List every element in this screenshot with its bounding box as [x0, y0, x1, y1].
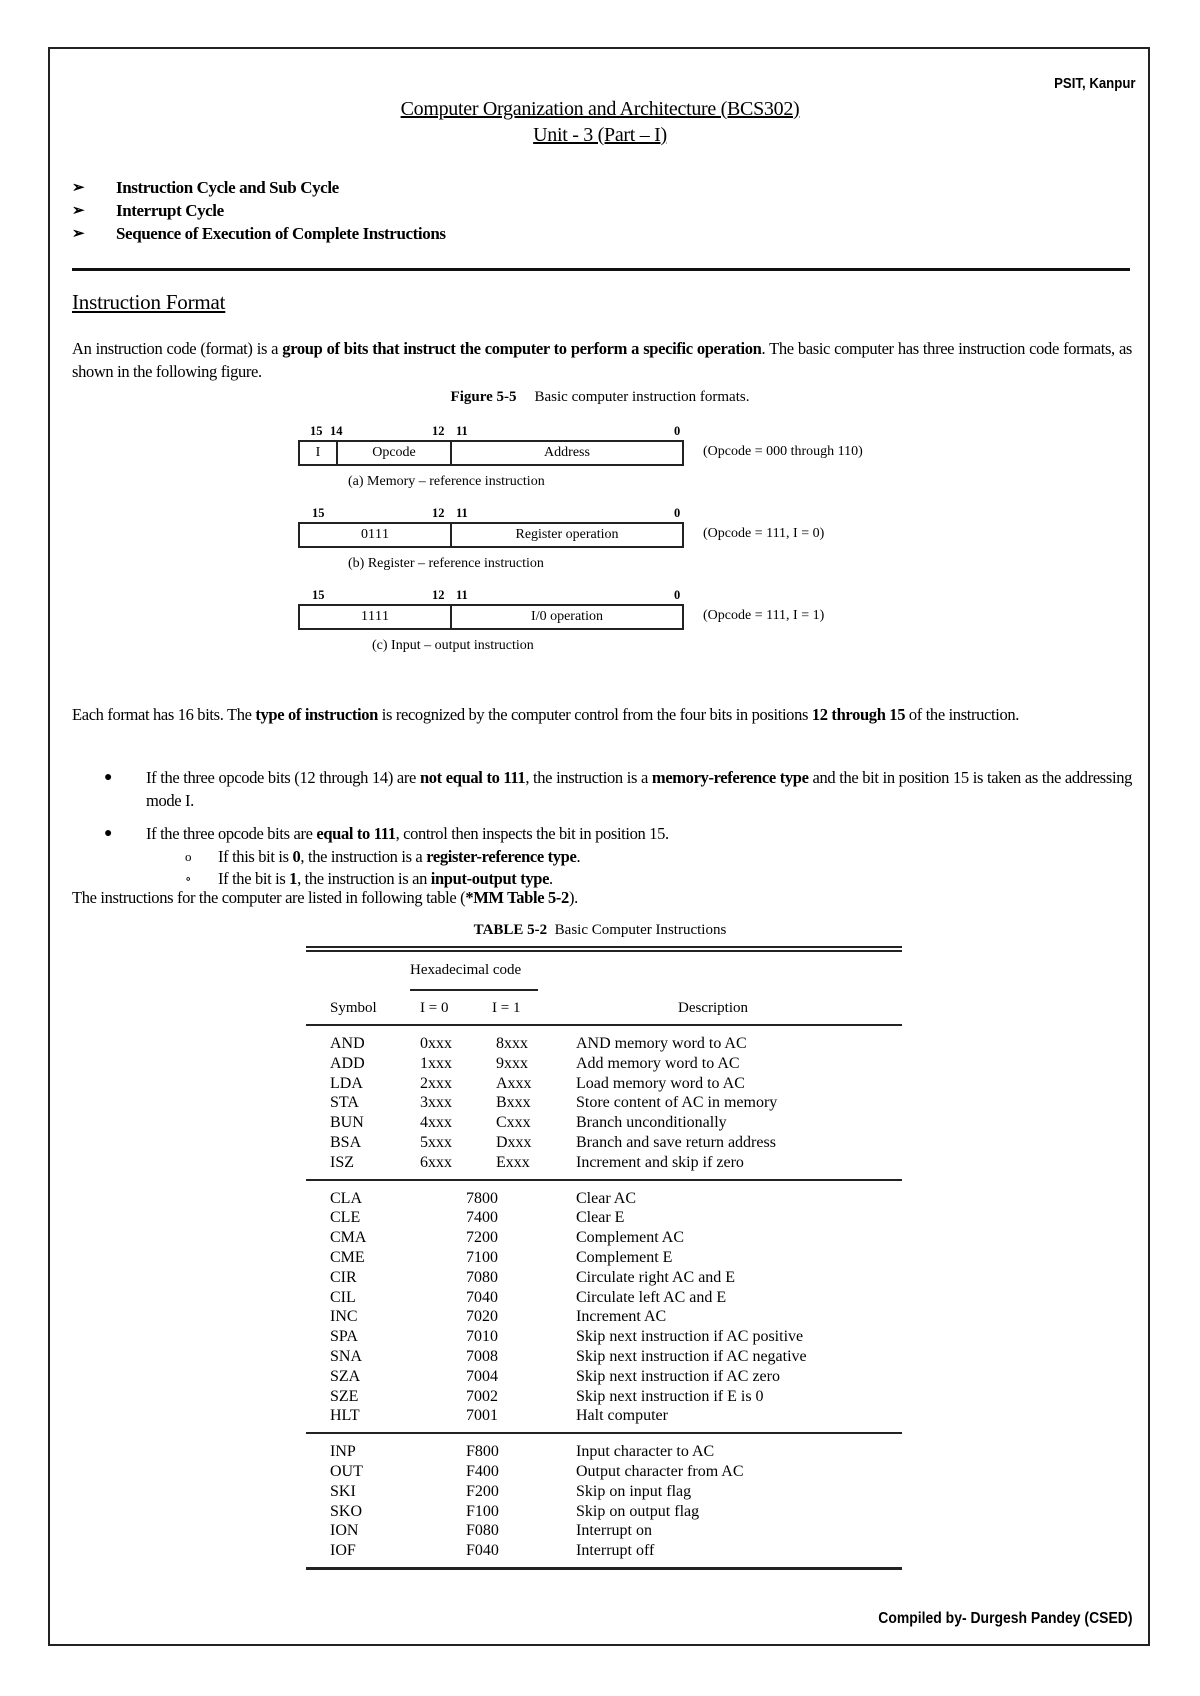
table-row: [306, 1093, 902, 1113]
format-caption: (b) Register – reference instruction: [348, 556, 544, 571]
symbol-cell: STA: [330, 1094, 359, 1112]
symbol-cell: BUN: [330, 1114, 364, 1132]
bit-label: 12: [432, 588, 445, 602]
bit-positions: [298, 424, 684, 440]
bit-positions: [298, 588, 684, 604]
symbol-cell: LDA: [330, 1074, 363, 1092]
input-output-format: [298, 604, 684, 630]
hex-i1-cell: Axxx: [496, 1074, 532, 1092]
hex-cell: 7001: [466, 1407, 498, 1425]
arrowhead-bullet-icon: ➢: [72, 226, 85, 242]
bit-value: 1: [382, 609, 389, 624]
description-cell: Branch and save return address: [576, 1133, 776, 1151]
symbol-cell: CME: [330, 1248, 365, 1266]
hex-i1-cell: Cxxx: [496, 1114, 531, 1132]
address-field: Address: [544, 445, 590, 460]
table-row: [306, 1482, 902, 1502]
emphasis: not equal to 111: [419, 768, 526, 787]
table-bottom-rule: [306, 1567, 902, 1570]
bit-value: 1: [382, 527, 389, 542]
description-cell: Skip on input flag: [576, 1482, 692, 1500]
instruction-table: [306, 946, 902, 1570]
symbol-cell: SNA: [330, 1347, 363, 1365]
bit-label: 0: [674, 588, 681, 602]
table-row: [306, 1133, 902, 1153]
header-divider: [72, 268, 1130, 271]
topic-list: [72, 176, 446, 245]
hex-cell: 7004: [466, 1367, 498, 1385]
bit-label: 14: [330, 424, 343, 438]
topic-label: Interrupt Cycle: [116, 200, 224, 220]
table-caption: Basic Computer Instructions: [554, 922, 727, 938]
emphasis: 0: [292, 847, 301, 866]
text: An instruction code (format) is a: [72, 339, 283, 358]
hex-cell: 7010: [466, 1328, 498, 1346]
hex-i1-cell: Bxxx: [496, 1094, 531, 1112]
format-caption: (c) Input – output instruction: [372, 638, 534, 653]
table-row: [306, 1153, 902, 1173]
text: .: [576, 847, 581, 866]
symbol-cell: INP: [330, 1443, 356, 1461]
register-reference-format: [298, 522, 684, 548]
emphasis: register-reference type: [426, 847, 577, 866]
description-cell: AND memory word to AC: [576, 1035, 747, 1052]
hex-i1-cell: Exxx: [496, 1153, 530, 1171]
symbol-cell: SKO: [330, 1502, 363, 1520]
hex-cell: 7020: [466, 1308, 498, 1326]
description-cell: Clear AC: [576, 1189, 636, 1207]
hex-cell: 7400: [466, 1209, 498, 1227]
description-cell: Interrupt off: [576, 1542, 655, 1560]
symbol-cell: CLE: [330, 1209, 361, 1227]
format-explanation: [72, 703, 1132, 726]
table-title: [0, 922, 1200, 939]
table-row: [306, 1387, 902, 1407]
topic-label: Instruction Cycle and Sub Cycle: [116, 177, 339, 197]
figure-label: Figure 5-5: [450, 389, 517, 405]
symbol-cell: AND: [330, 1035, 365, 1052]
list-item: [72, 766, 1132, 812]
text: The instructions for the computer are listed in following table (: [72, 888, 466, 907]
text: and the bit in position 15 is taken as the addressing mode I.: [146, 768, 1132, 810]
symbol-cell: OUT: [330, 1462, 363, 1480]
sub-list-item: [72, 867, 1132, 890]
text: ).: [568, 888, 578, 907]
topic-item: [72, 176, 446, 199]
text: .: [549, 869, 553, 888]
topic-label: Sequence of Execution of Complete Instructions: [116, 223, 446, 243]
table-row: [306, 1406, 902, 1426]
text: , the instruction is an: [297, 869, 431, 888]
hex-cell: F080: [466, 1522, 499, 1540]
sub-list-item: [72, 845, 1132, 868]
hex-i1-cell: Dxxx: [496, 1133, 532, 1151]
bit-label: 11: [456, 424, 468, 438]
table-row: [306, 1189, 902, 1209]
bit-label: 15: [310, 424, 323, 438]
topic-item: [72, 199, 446, 222]
description-cell: Load memory word to AC: [576, 1074, 745, 1092]
table-row: [306, 1327, 902, 1347]
symbol-cell: ISZ: [330, 1153, 354, 1171]
hex-i0-cell: 5xxx: [420, 1133, 452, 1151]
description-cell: Complement AC: [576, 1229, 684, 1247]
section-heading: Instruction Format: [72, 290, 226, 314]
symbol-cell: CIR: [330, 1268, 357, 1286]
hex-i0-cell: 4xxx: [420, 1114, 452, 1132]
table-label: TABLE 5-2: [473, 922, 548, 938]
table-row: [306, 1208, 902, 1228]
emphasis: equal to 111: [316, 824, 396, 843]
institution-label: PSIT, Kanpur: [1054, 75, 1136, 92]
table-row: [306, 1307, 902, 1327]
figure-caption-text: Basic computer instruction formats.: [534, 389, 750, 405]
symbol-cell: INC: [330, 1308, 358, 1326]
text: . The basic computer has three instruction code formats, as shown in the following figure.: [72, 339, 1132, 381]
figure-caption: [0, 389, 1200, 406]
hex-i0-cell: 1xxx: [420, 1054, 452, 1072]
column-header-description: Description: [678, 1000, 748, 1016]
symbol-cell: HLT: [330, 1407, 360, 1425]
arrowhead-bullet-icon: ➢: [72, 180, 85, 196]
description-cell: Skip next instruction if AC positive: [576, 1328, 804, 1346]
format-note: (Opcode = 111, I = 0): [703, 526, 825, 541]
table-row: [306, 1034, 902, 1054]
table-row: [306, 1268, 902, 1288]
opcode-bits: [300, 606, 452, 628]
emphasis: input-output type: [430, 869, 550, 888]
description-cell: Output character from AC: [576, 1462, 744, 1480]
description-cell: Input character to AC: [576, 1443, 715, 1461]
description-cell: Skip on output flag: [576, 1502, 700, 1520]
register-reference-group: [306, 1181, 902, 1433]
symbol-cell: CIL: [330, 1288, 356, 1306]
symbol-cell: ADD: [330, 1054, 365, 1072]
description-cell: Increment and skip if zero: [576, 1153, 744, 1171]
description-cell: Circulate right AC and E: [576, 1268, 736, 1286]
symbol-cell: CMA: [330, 1229, 367, 1247]
table-row: [306, 1347, 902, 1367]
hex-cell: 7008: [466, 1347, 498, 1365]
bit-value: 0: [361, 527, 368, 542]
description-cell: Skip next instruction if AC zero: [576, 1367, 780, 1385]
table-row: [306, 1521, 902, 1541]
description-cell: Skip next instruction if E is 0: [576, 1387, 764, 1405]
column-header-i0: I = 0: [420, 1000, 449, 1016]
format-note: (Opcode = 111, I = 1): [703, 608, 825, 623]
emphasis: memory-reference type: [651, 768, 809, 787]
bit-label: 15: [312, 588, 325, 602]
list-item: [72, 822, 1132, 845]
table-row: [306, 1462, 902, 1482]
hex-cell: F040: [466, 1542, 499, 1560]
table-row: [306, 1541, 902, 1561]
hex-cell: F100: [466, 1502, 499, 1520]
symbol-cell: BSA: [330, 1133, 362, 1151]
text: of the instruction.: [905, 705, 1020, 724]
column-header-symbol: Symbol: [330, 1000, 377, 1016]
column-header-i1: I = 1: [492, 1000, 521, 1016]
text: If the three opcode bits (12 through 14) are: [146, 768, 420, 787]
intro-paragraph: [72, 337, 1132, 383]
bit-label: 11: [456, 506, 468, 520]
hex-cell: F200: [466, 1482, 499, 1500]
symbol-cell: ION: [330, 1522, 359, 1540]
topic-item: [72, 222, 446, 245]
description-cell: Increment AC: [576, 1308, 667, 1326]
description-cell: Clear E: [576, 1209, 625, 1227]
memory-reference-format: [298, 440, 684, 466]
symbol-cell: CLA: [330, 1189, 362, 1207]
table-row: [306, 1074, 902, 1094]
emphasis: 12 through 15: [811, 705, 906, 724]
description-cell: Interrupt on: [576, 1522, 652, 1540]
hex-i1-cell: 8xxx: [496, 1035, 528, 1052]
description-cell: Branch unconditionally: [576, 1114, 727, 1132]
hex-cell: 7100: [466, 1248, 498, 1266]
bit-label: 0: [674, 506, 681, 520]
symbol-cell: IOF: [330, 1542, 356, 1560]
emphasis: 1: [289, 869, 298, 888]
emphasis: group of bits that instruct the computer to perform a specific operation: [282, 339, 762, 358]
footer-credit: Compiled by- Durgesh Pandey (CSED): [877, 1610, 1132, 1627]
description-cell: Add memory word to AC: [576, 1054, 740, 1072]
io-operation-field: I/0 operation: [531, 609, 603, 624]
format-note: (Opcode = 000 through 110): [703, 444, 863, 459]
course-title: Computer Organization and Architecture (BCS302): [400, 98, 800, 120]
bit-value: 1: [368, 609, 375, 624]
description-cell: Circulate left AC and E: [576, 1288, 727, 1306]
symbol-cell: SZA: [330, 1367, 361, 1385]
table-row: [306, 1054, 902, 1074]
instruction-format-figure: [298, 424, 938, 694]
bit-label: 12: [432, 506, 445, 520]
hex-i1-cell: 9xxx: [496, 1054, 528, 1072]
bit-value: 1: [368, 527, 375, 542]
description-cell: Complement E: [576, 1248, 673, 1266]
text: is recognized by the computer control from the four bits in positions: [377, 705, 812, 724]
description-cell: Store content of AC in memory: [576, 1094, 778, 1112]
hex-cell: 7002: [466, 1387, 498, 1405]
hollow-bullet-icon: ∘: [185, 871, 192, 886]
bit-label: 0: [674, 424, 681, 438]
bit-label: 12: [432, 424, 445, 438]
bit-value: 1: [375, 609, 382, 624]
bit-positions: [298, 506, 684, 522]
text: If the bit is: [218, 869, 290, 888]
bit-value: 1: [375, 527, 382, 542]
hex-cell: 7080: [466, 1268, 498, 1286]
text: , control then inspects the bit in position 15.: [395, 824, 669, 843]
table-row: [306, 1442, 902, 1462]
bit-value: 1: [361, 609, 368, 624]
bit-label: 15: [312, 506, 325, 520]
symbol-cell: SPA: [330, 1328, 358, 1346]
hex-cell: 7200: [466, 1229, 498, 1247]
text: If the three opcode bits are: [146, 824, 317, 843]
opcode-field: Opcode: [338, 442, 452, 464]
unit-title: Unit - 3 (Part – I): [533, 124, 667, 146]
hex-i0-cell: 6xxx: [420, 1153, 452, 1171]
table-row: [306, 1502, 902, 1522]
table-intro: [72, 888, 578, 908]
indirect-bit-field: I: [300, 442, 338, 464]
input-output-group: [306, 1434, 902, 1567]
table-row: [306, 1288, 902, 1308]
bullet-icon: ●: [104, 826, 113, 841]
hex-cell: 7800: [466, 1189, 498, 1207]
table-row: [306, 1367, 902, 1387]
format-caption: (a) Memory – reference instruction: [348, 474, 545, 489]
symbol-cell: SKI: [330, 1482, 356, 1500]
memory-reference-group: [306, 1026, 902, 1179]
hex-cell: 7040: [466, 1288, 498, 1306]
text: If this bit is: [218, 847, 293, 866]
table-row: [306, 1248, 902, 1268]
arrowhead-bullet-icon: ➢: [72, 203, 85, 219]
symbol-cell: SZE: [330, 1387, 359, 1405]
table-row: [306, 1113, 902, 1133]
hex-code-group-header: Hexadecimal code: [410, 962, 522, 978]
hex-i0-cell: 3xxx: [420, 1094, 452, 1112]
text: , the instruction is a: [300, 847, 427, 866]
text: Each format has 16 bits. The: [72, 705, 256, 724]
table-row: [306, 1228, 902, 1248]
emphasis: type of instruction: [255, 705, 378, 724]
bullet-icon: ●: [104, 770, 113, 785]
description-cell: Halt computer: [576, 1407, 668, 1425]
hex-cell: F400: [466, 1462, 499, 1480]
hex-cell: F800: [466, 1443, 499, 1461]
bit-label: 11: [456, 588, 468, 602]
group-header-rule: [410, 989, 538, 991]
emphasis: *MM Table 5-2: [465, 888, 569, 907]
text: , the instruction is a: [525, 768, 652, 787]
description-cell: Skip next instruction if AC negative: [576, 1347, 807, 1365]
opcode-bits: [300, 524, 452, 546]
hex-i0-cell: 0xxx: [420, 1035, 452, 1052]
hex-i0-cell: 2xxx: [420, 1074, 452, 1092]
hollow-bullet-icon: o: [185, 849, 192, 864]
table-header: [306, 952, 902, 1024]
register-operation-field: Register operation: [515, 527, 619, 542]
